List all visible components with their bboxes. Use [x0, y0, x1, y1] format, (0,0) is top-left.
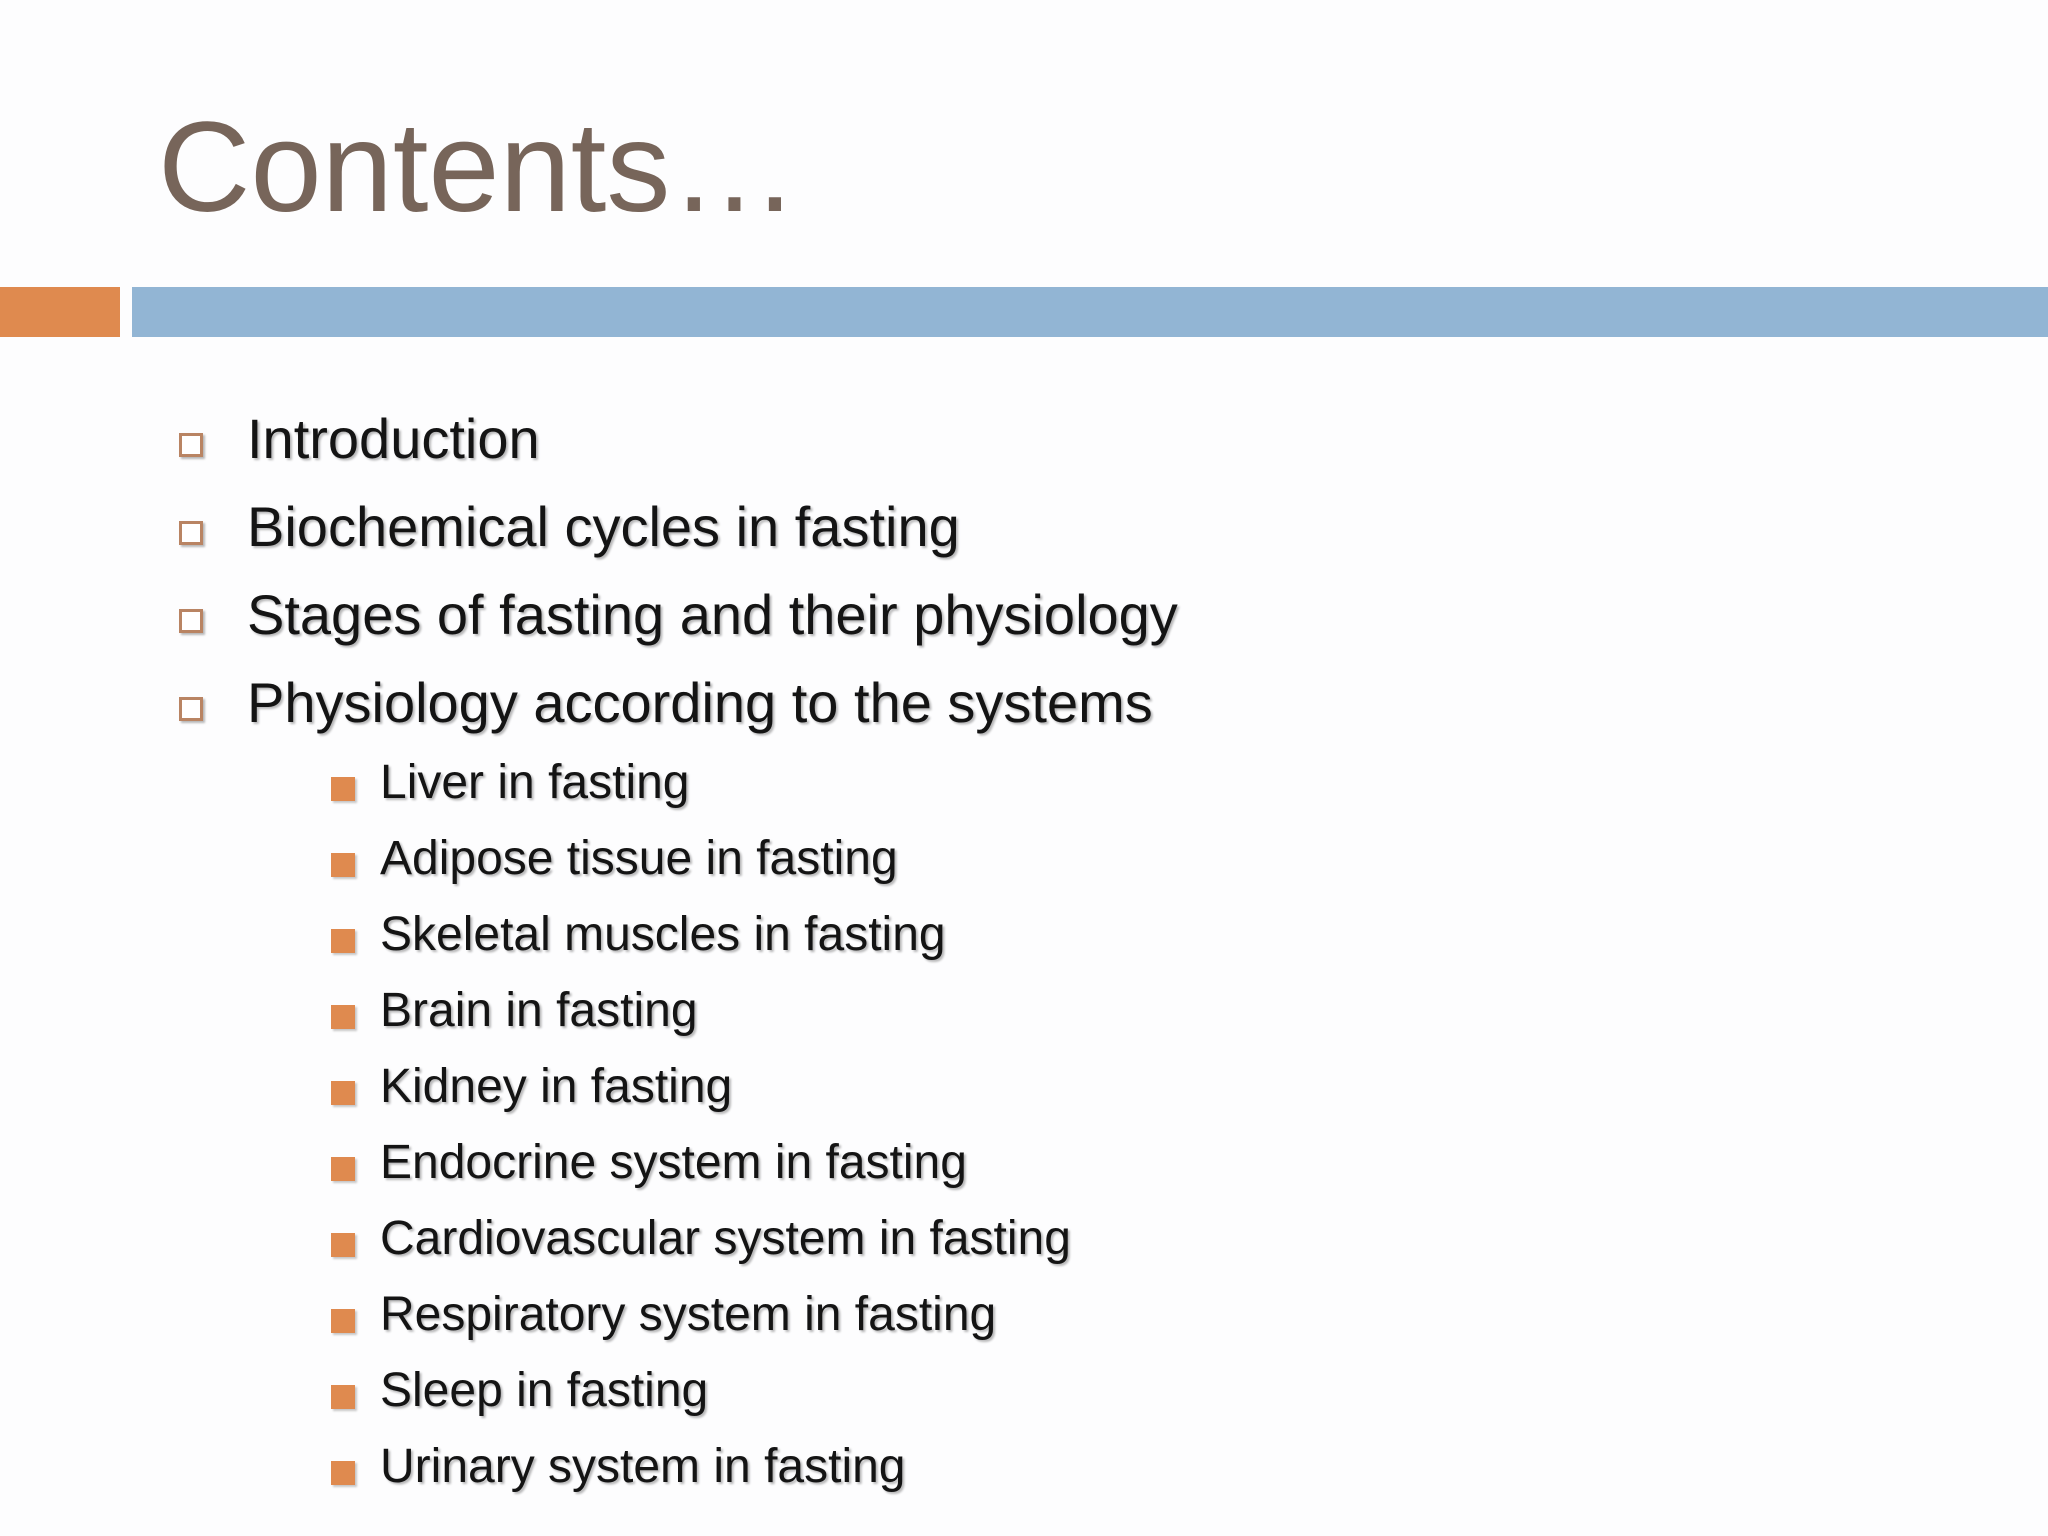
- sub-item-text: Urinary system in fasting: [380, 1440, 906, 1493]
- filled-square-icon: [331, 1309, 355, 1333]
- list-item-text: Physiology according to the systems: [247, 671, 1153, 734]
- sub-item-text: Cardiovascular system in fasting: [380, 1212, 1071, 1265]
- sub-item-text: Adipose tissue in fasting: [380, 832, 898, 885]
- list-item-text: Introduction: [247, 407, 540, 470]
- filled-square-icon: [331, 1081, 355, 1105]
- sub-item-text: Liver in fasting: [380, 756, 690, 809]
- sub-item-text: Skeletal muscles in fasting: [380, 908, 946, 961]
- filled-square-icon: [331, 1385, 355, 1409]
- list-item-text: Stages of fasting and their physiology: [247, 583, 1178, 646]
- sub-item-text: Kidney in fasting: [380, 1060, 733, 1113]
- filled-square-icon: [331, 1233, 355, 1257]
- sub-item-text: Endocrine system in fasting: [380, 1136, 967, 1189]
- slide-title: Contents…: [158, 96, 799, 239]
- hollow-square-icon: [179, 609, 203, 633]
- filled-square-icon: [331, 929, 355, 953]
- filled-square-icon: [331, 1157, 355, 1181]
- filled-square-icon: [331, 777, 355, 801]
- sub-item-text: Brain in fasting: [380, 984, 698, 1037]
- sub-item-text: Sleep in fasting: [380, 1364, 709, 1417]
- filled-square-icon: [331, 1005, 355, 1029]
- list-item-text: Biochemical cycles in fasting: [247, 495, 960, 558]
- filled-square-icon: [331, 1461, 355, 1485]
- sub-item-text: Respiratory system in fasting: [380, 1288, 997, 1341]
- hollow-square-icon: [179, 521, 203, 545]
- hollow-square-icon: [179, 697, 203, 721]
- hollow-square-icon: [179, 433, 203, 457]
- filled-square-icon: [331, 853, 355, 877]
